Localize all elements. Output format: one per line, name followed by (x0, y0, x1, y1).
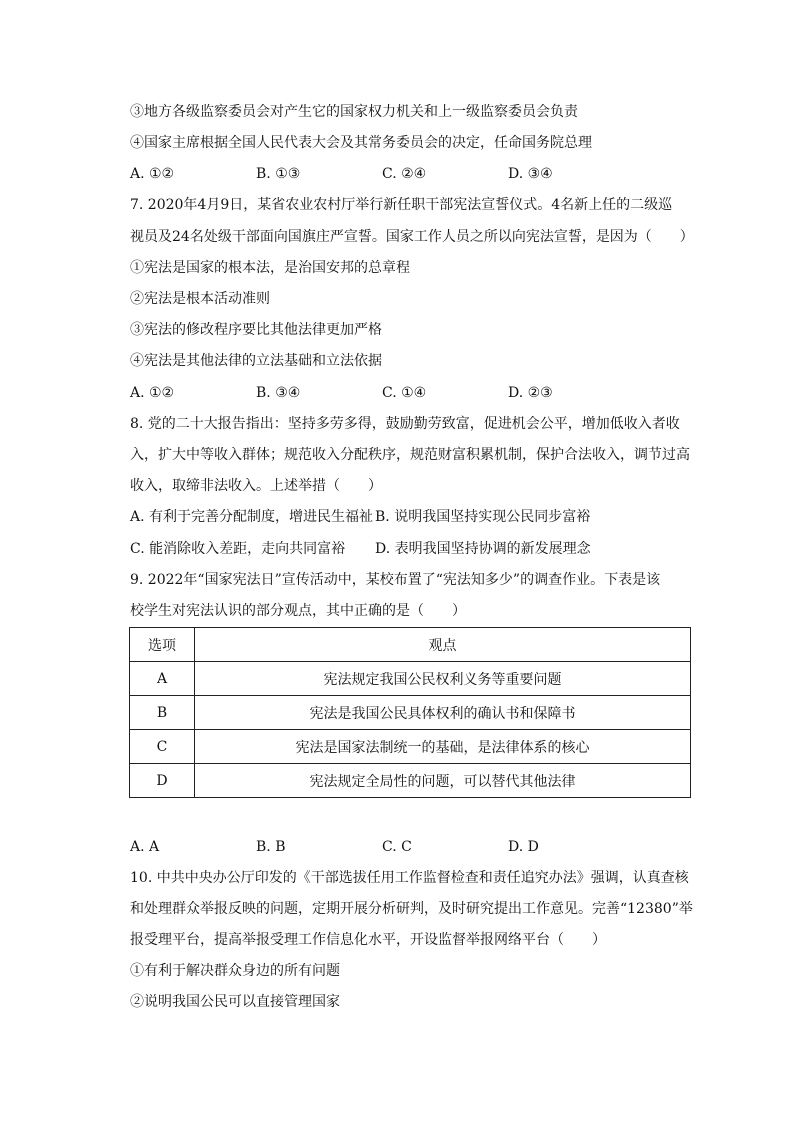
table-cell-option: B (130, 696, 195, 730)
table-cell-option: D (130, 764, 195, 798)
q6-option-c[interactable]: C. ②④ (382, 166, 427, 182)
q10-statement-1: ①有利于解决群众身边的所有问题 (130, 963, 340, 979)
q7-stem-line-1: 7. 2020年4月9日，某省农业农村厅举行新任职干部宪法宣誓仪式。4名新上任的二级巡 (130, 197, 673, 213)
q10-stem-line-2: 和处理群众举报反映的问题，定期开展分析研判，及时研究提出工作意见。完善“12380”举 (130, 901, 693, 917)
q7-option-d[interactable]: D. ②③ (508, 385, 553, 401)
q9-stem-line-1: 9. 2022年“国家宪法日”宣传活动中，某校布置了“宪法知多少”的调查作业。下表是该 (130, 572, 661, 588)
q7-option-a[interactable]: A. ①② (130, 385, 175, 401)
table-cell-option: A (130, 662, 195, 696)
q8-option-a[interactable]: A. 有利于完善分配制度，增进民生福祉 (130, 509, 374, 525)
q8-option-b[interactable]: B. 说明我国坚持实现公民同步富裕 (375, 509, 591, 525)
q9-table (129, 627, 691, 798)
table-header-row (130, 628, 691, 662)
q7-option-c[interactable]: C. ①④ (382, 385, 427, 401)
q7-statement-4: ④宪法是其他法律的立法基础和立法依据 (130, 353, 382, 369)
table-cell-viewpoint: 宪法规定全局性的问题，可以替代其他法律 (195, 764, 691, 798)
q7-options (130, 383, 690, 403)
q7-statement-2: ②宪法是根本活动准则 (130, 291, 270, 307)
q9-options (130, 837, 690, 857)
q8-stem-line-3: 收入，取缔非法收入。上述举措（ ） (130, 478, 382, 494)
q8-option-c[interactable]: C. 能消除收入差距，走向共同富裕 (130, 541, 346, 557)
q9-option-d[interactable]: D. D (508, 839, 539, 855)
table-row (130, 764, 691, 798)
q9-option-a[interactable]: A. A (130, 839, 160, 855)
q10-statement-2: ②说明我国公民可以直接管理国家 (130, 994, 340, 1010)
q10-stem-line-1: 10. 中共中央办公厅印发的《干部选拔任用工作监督检查和责任追究办法》强调，认真查核 (130, 870, 689, 886)
q6-options (130, 164, 690, 184)
q6-statement-3: ③地方各级监察委员会对产生它的国家权力机关和上一级监察委员会负责 (130, 104, 578, 120)
table-cell-viewpoint: 宪法规定我国公民权利义务等重要问题 (195, 662, 691, 696)
table-cell-option: C (130, 730, 195, 764)
q7-statement-1: ①宪法是国家的根本法，是治国安邦的总章程 (130, 260, 410, 276)
table-header-option: 选项 (130, 628, 195, 662)
q9-option-b[interactable]: B. B (256, 839, 286, 855)
table-cell-viewpoint: 宪法是我国公民具体权利的确认书和保障书 (195, 696, 691, 730)
table-cell-viewpoint: 宪法是国家法制统一的基础，是法律体系的核心 (195, 730, 691, 764)
table-row (130, 662, 691, 696)
q6-option-d[interactable]: D. ③④ (508, 166, 553, 182)
q9-option-c[interactable]: C. C (382, 839, 412, 855)
table-row (130, 696, 691, 730)
q7-statement-3: ③宪法的修改程序要比其他法律更加严格 (130, 322, 382, 338)
q8-stem-line-2: 入，扩大中等收入群体；规范收入分配秩序，规范财富积累机制，保护合法收入，调节过高 (130, 447, 690, 463)
table-header-viewpoint: 观点 (195, 628, 691, 662)
table-row (130, 730, 691, 764)
q6-statement-4: ④国家主席根据全国人民代表大会及其常务委员会的决定，任命国务院总理 (130, 135, 592, 151)
q6-option-a[interactable]: A. ①② (130, 166, 175, 182)
q10-stem-line-3: 报受理平台，提高举报受理工作信息化水平，开设监督举报网络平台（ ） (130, 932, 606, 948)
q7-option-b[interactable]: B. ③④ (256, 385, 301, 401)
q6-option-b[interactable]: B. ①③ (256, 166, 301, 182)
q8-options-row-2 (130, 539, 690, 559)
q8-stem-line-1: 8. 党的二十大报告指出：坚持多劳多得，鼓励勤劳致富，促进机会公平，增加低收入者收 (130, 416, 680, 432)
q8-options-row-1 (130, 507, 690, 527)
q8-option-d[interactable]: D. 表明我国坚持协调的新发展理念 (375, 541, 591, 557)
q7-stem-line-2: 视员及24名处级干部面向国旗庄严宣誓。国家工作人员之所以向宪法宣誓，是因为（ ） (130, 229, 694, 245)
q9-stem-line-2: 校学生对宪法认识的部分观点，其中正确的是（ ） (130, 603, 466, 619)
